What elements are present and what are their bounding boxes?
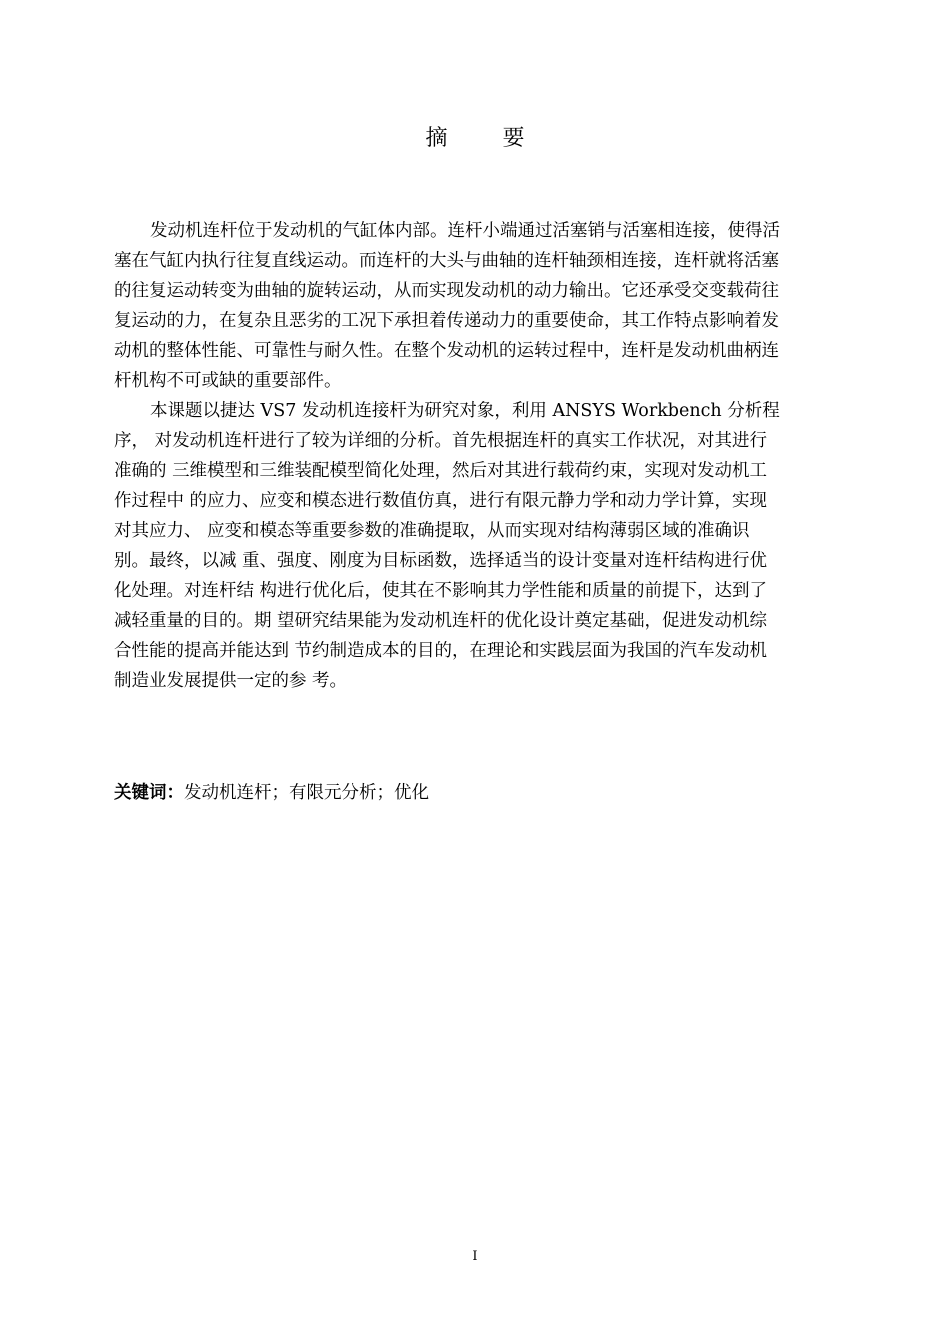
paragraph-line: 别。最终，以减 重、强度、刚度为目标函数，选择适当的设计变量对连杆结构进行优 [114, 551, 768, 571]
paragraph-line: 本课题以捷达 VS7 发动机连接杆为研究对象，利用 ANSYS Workbench 分析程 [150, 401, 780, 421]
keywords-line [114, 778, 429, 808]
keywords-label: 关键词： [114, 783, 184, 803]
abstract-paragraph-1 [114, 216, 842, 396]
paragraph-line: 制造业发展提供一定的参 考。 [114, 671, 348, 691]
paragraph-line: 杆机构不可或缺的重要部件。 [114, 371, 342, 391]
abstract-title: 摘 要 [425, 126, 549, 151]
paragraph-line: 序， 对发动机连杆进行了较为详细的分析。首先根据连杆的真实工作状况，对其进行 [114, 431, 768, 451]
paragraph-line: 准确的 三维模型和三维装配模型简化处理，然后对其进行载荷约束，实现对发动机工 [114, 461, 768, 481]
abstract-body [114, 216, 842, 696]
abstract-paragraph-2 [114, 396, 842, 696]
keywords-text: 发动机连杆；有限元分析；优化 [184, 783, 429, 803]
paragraph-line: 复运动的力，在复杂且恶劣的工况下承担着传递动力的重要使命，其工作特点影响着发 [114, 311, 779, 331]
paragraph-line: 作过程中 的应力、应变和模态进行数值仿真，进行有限元静力学和动力学计算，实现 [114, 491, 768, 511]
paragraph-line: 化处理。对连杆结 构进行优化后，使其在不影响其力学性能和质量的前提下，达到了 [114, 581, 768, 601]
paragraph-line: 合性能的提高并能达到 节约制造成本的目的，在理论和实践层面为我国的汽车发动机 [114, 641, 768, 661]
paragraph-line: 对其应力、 应变和模态等重要参数的准确提取，从而实现对结构薄弱区域的准确识 [114, 521, 750, 541]
paragraph-line: 发动机连杆位于发动机的气缸体内部。连杆小端通过活塞销与活塞相连接，使得活 [150, 221, 780, 241]
paragraph-line: 的往复运动转变为曲轴的旋转运动，从而实现发动机的动力输出。它还承受交变载荷往 [114, 281, 779, 301]
paragraph-line: 动机的整体性能、可靠性与耐久性。在整个发动机的运转过程中，连杆是发动机曲柄连 [114, 341, 779, 361]
paragraph-line: 减轻重量的目的。期 望研究结果能为发动机连杆的优化设计奠定基础，促进发动机综 [114, 611, 768, 631]
page-number: I [472, 1249, 478, 1264]
paragraph-line: 塞在气缸内执行往复直线运动。而连杆的大头与曲轴的连杆轴颈相连接，连杆就将活塞 [114, 251, 779, 271]
